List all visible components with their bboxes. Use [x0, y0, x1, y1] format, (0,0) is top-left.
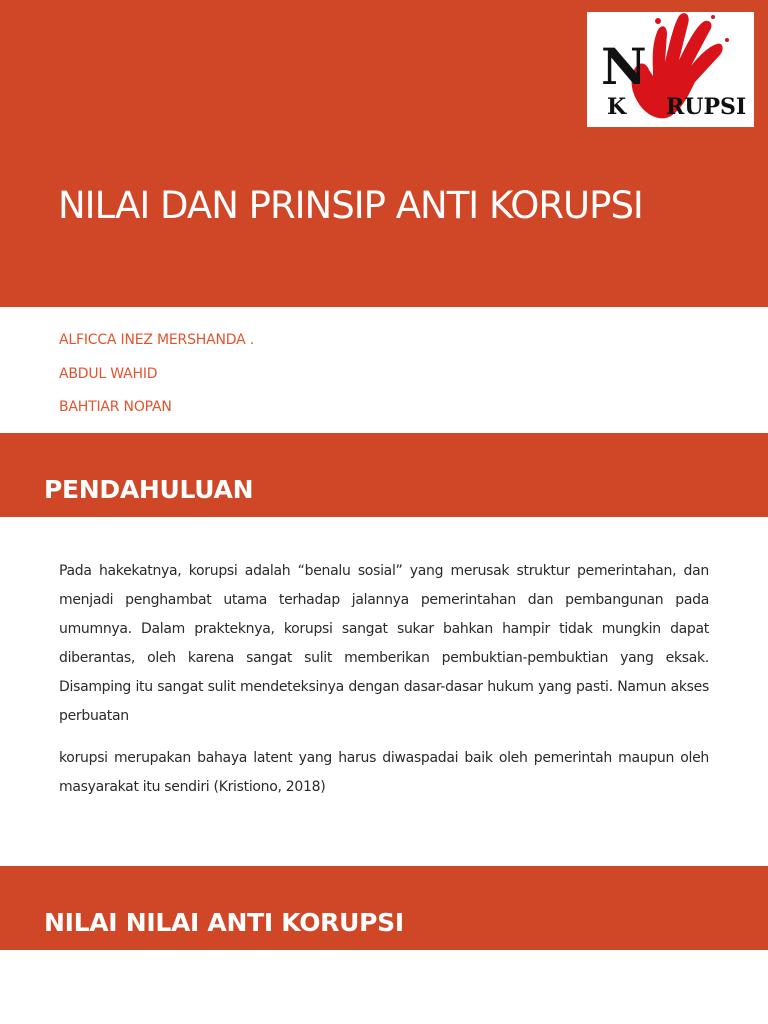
logo-letter-n: N	[601, 37, 647, 96]
author-name: BAHTIAR NOPAN	[59, 399, 172, 415]
logo-letter-k: K	[607, 94, 627, 120]
nilai-header-band	[0, 866, 768, 950]
author-name: ABDUL WAHID	[59, 365, 158, 382]
author-name: ALFICCA INEZ MERSHANDA .	[59, 332, 254, 348]
pendahuluan-header-band	[0, 433, 768, 517]
presentation-title: NILAI DAN PRINSIP ANTI KORUPSI	[58, 184, 643, 227]
body-paragraph: Pada hakekatnya, korupsi adalah “benalu sosial” yang merusak struktur pemerintahan, dan menjadi penghambat utama terhadap jalannya pemerintahan dan pembangunan pada umumnya. Dalam prakteknya, korupsi sangat sukar bahkan hampir tidak mungkin dapat diberantas, oleh karena sangat sulit memberikan pembuktian-pembuktian yang eksak. Disamping itu sangat sulit mendeteksinya dengan dasar-dasar hukum yang pasti. Namun akses perbuatan	[59, 563, 709, 724]
title-slide-band	[0, 0, 768, 307]
author-list	[59, 331, 254, 432]
section-heading-pendahuluan: PENDAHULUAN	[44, 475, 254, 504]
body-paragraph: korupsi merupakan bahaya latent yang harus diwaspadai baik oleh pemerintah maupun oleh masyarakat itu sendiri (Kristiono, 2018)	[59, 750, 709, 795]
no-korupsi-logo	[587, 12, 754, 127]
section-heading-nilai: NILAI NILAI ANTI KORUPSI	[44, 908, 404, 937]
logo-suffix-rupsi: RUPSI	[666, 94, 747, 120]
